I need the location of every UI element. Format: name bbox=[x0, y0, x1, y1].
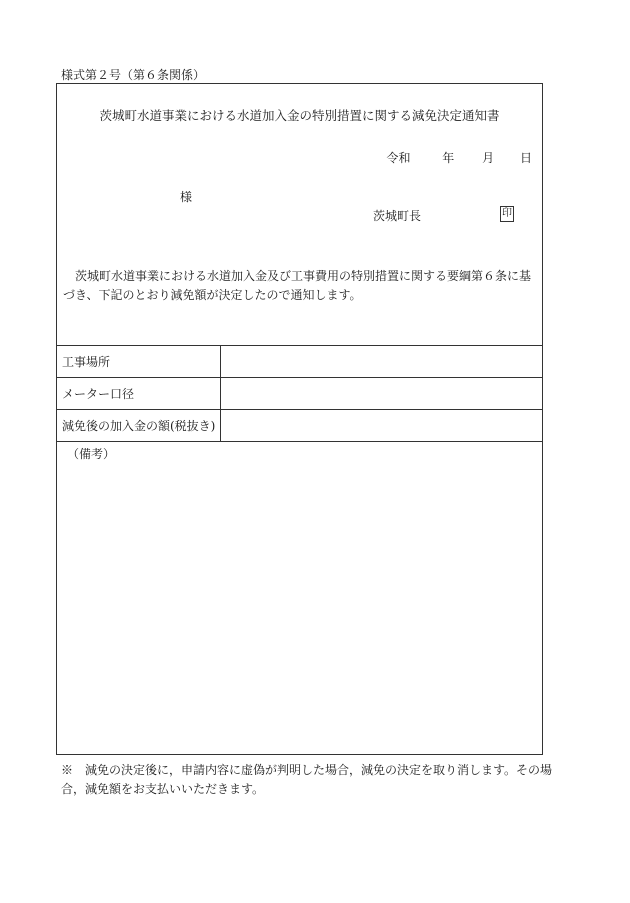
construction-site-label: 工事場所 bbox=[57, 346, 221, 378]
date-year: 年 bbox=[442, 151, 455, 165]
table-row bbox=[57, 410, 543, 442]
meter-diameter-field[interactable] bbox=[221, 378, 543, 410]
remarks-label: （備考） bbox=[67, 447, 116, 461]
date-day: 日 bbox=[519, 151, 532, 165]
seal-mark: 印 bbox=[500, 206, 514, 222]
date-line bbox=[386, 149, 532, 166]
meter-diameter-label: メーター口径 bbox=[57, 378, 221, 410]
document-title: 茨城町水道事業における水道加入金の特別措置に関する減免決定通知書 bbox=[99, 108, 500, 123]
date-month: 月 bbox=[482, 151, 495, 165]
footnote: ※ 減免の決定後に，申請内容に虚偽が判明した場合，減免の決定を取り消します。その場合，減免額をお支払いいただきます。 bbox=[61, 763, 553, 796]
reduced-fee-field[interactable] bbox=[221, 410, 543, 442]
table-row bbox=[57, 378, 543, 410]
form-label: 様式第２号（第６条関係） bbox=[61, 68, 206, 82]
reduced-fee-label: 減免後の加入金の額(税抜き) bbox=[57, 410, 221, 442]
notice-body-text: 茨城町水道事業における水道加入金及び工事費用の特別措置に関する要綱第６条に基づき、下記のとおり減免額が決定したので通知します。 bbox=[63, 269, 532, 302]
construction-site-field[interactable] bbox=[221, 346, 543, 378]
table-row bbox=[57, 346, 543, 378]
notice-frame bbox=[56, 83, 543, 755]
info-table bbox=[56, 345, 543, 442]
date-era: 令和 bbox=[386, 151, 411, 165]
issuer-name: 茨城町長 bbox=[373, 209, 422, 223]
addressee-suffix: 様 bbox=[180, 190, 193, 204]
